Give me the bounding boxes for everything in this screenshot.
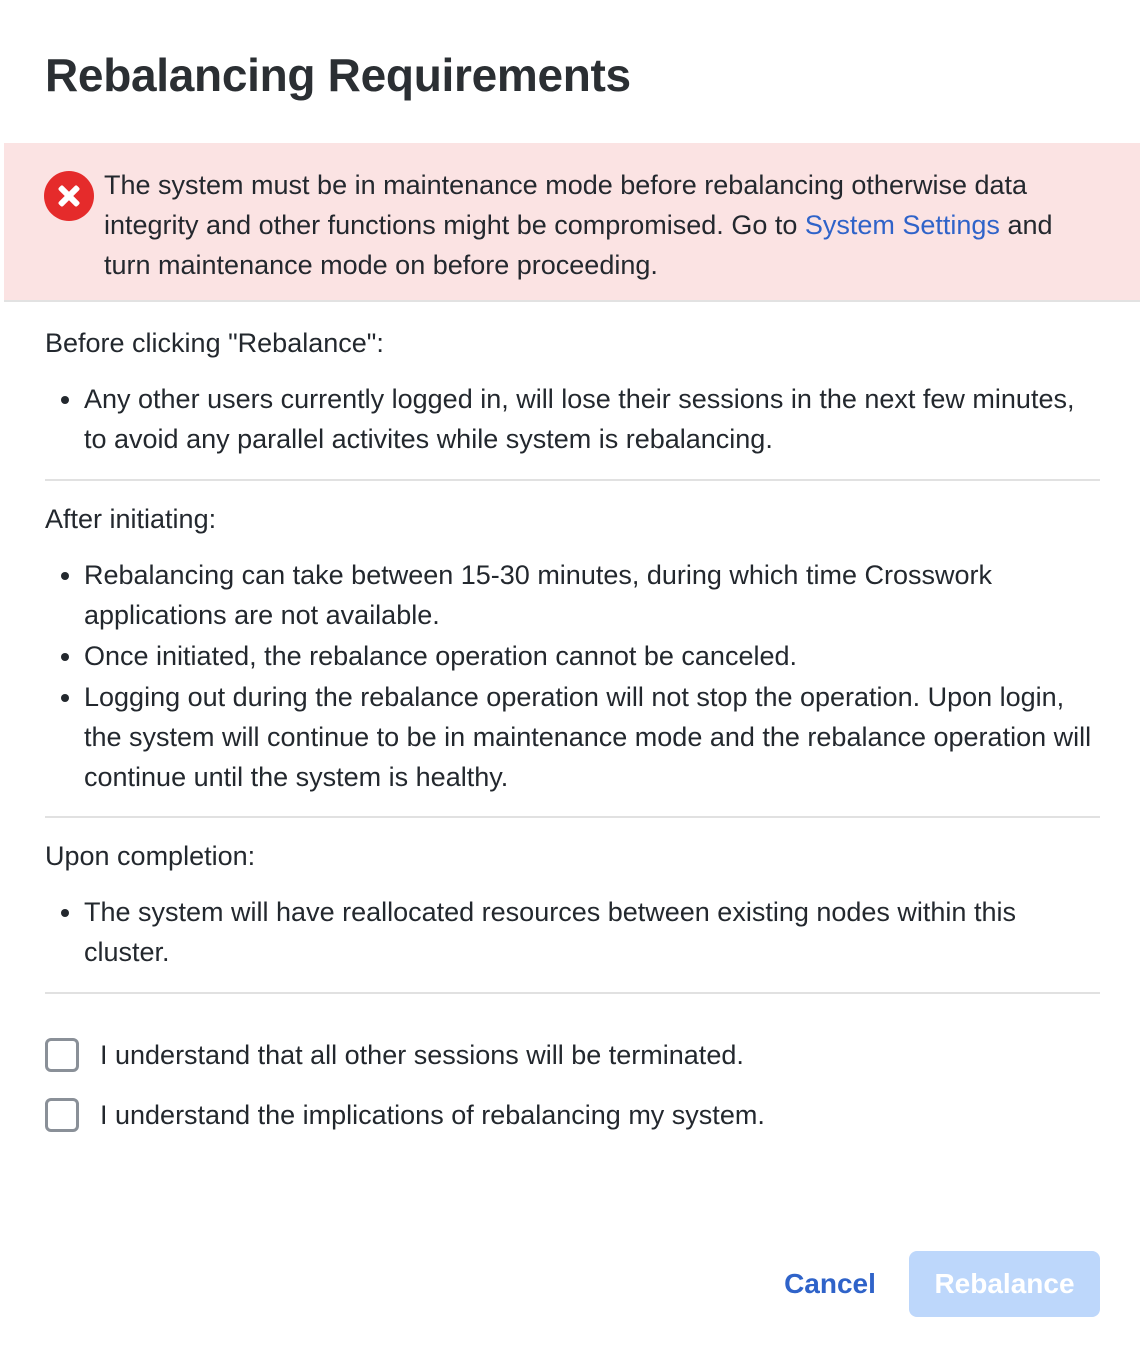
section-divider: [45, 816, 1100, 818]
rebalance-button[interactable]: Rebalance: [909, 1251, 1100, 1317]
sessions-terminated-checkbox[interactable]: [45, 1038, 79, 1072]
list-item: • Logging out during the rebalance operation will not stop the operation. Upon login, the system will continue to be in maintenance mode and the rebalance operation will continue until the system is healthy.: [84, 677, 1100, 797]
list-item: • Any other users currently logged in, will lose their sessions in the next few minutes, to avoid any parallel activites while system is rebalancing.: [84, 379, 1100, 459]
alert-message: [104, 165, 1104, 285]
checkbox-label: I understand the implications of rebalancing my system.: [100, 1100, 765, 1130]
bullet-list: [45, 379, 1100, 459]
section-divider: [45, 479, 1100, 481]
rebalance-implications-checkbox-row[interactable]: [45, 1095, 765, 1135]
cancel-button[interactable]: Cancel: [765, 1251, 895, 1317]
list-item: • The system will have reallocated resources between existing nodes within this cluster.: [84, 892, 1100, 972]
section-before-clicking: [45, 323, 1100, 460]
rebalance-implications-checkbox[interactable]: [45, 1098, 79, 1132]
section-heading: Upon completion:: [45, 841, 256, 871]
maintenance-mode-alert: [4, 143, 1140, 302]
section-heading: Before clicking "Rebalance":: [45, 328, 384, 358]
section-upon-completion: [45, 836, 1100, 973]
sessions-terminated-checkbox-row[interactable]: [45, 1035, 744, 1075]
section-after-initiating: [45, 499, 1100, 798]
error-x-circle-icon: [44, 171, 94, 221]
dialog-title: Rebalancing Requirements: [45, 49, 631, 101]
section-divider: [45, 992, 1100, 994]
bullet-list: [45, 555, 1100, 797]
system-settings-link[interactable]: System Settings: [804, 210, 1000, 240]
checkbox-label: I understand that all other sessions will be terminated.: [100, 1040, 744, 1070]
list-item: • Rebalancing can take between 15-30 minutes, during which time Crosswork applications are not available.: [84, 555, 1100, 635]
section-heading: After initiating:: [45, 504, 217, 534]
bullet-list: [45, 892, 1100, 972]
list-item: • Once initiated, the rebalance operation cannot be canceled.: [84, 636, 1100, 676]
alert-text-part2: and turn maintenance mode on before proceeding.: [104, 210, 1053, 280]
alert-text-part1: The system must be in maintenance mode before rebalancing otherwise data integrity and other functions might be compromised. Go to: [104, 170, 1028, 240]
